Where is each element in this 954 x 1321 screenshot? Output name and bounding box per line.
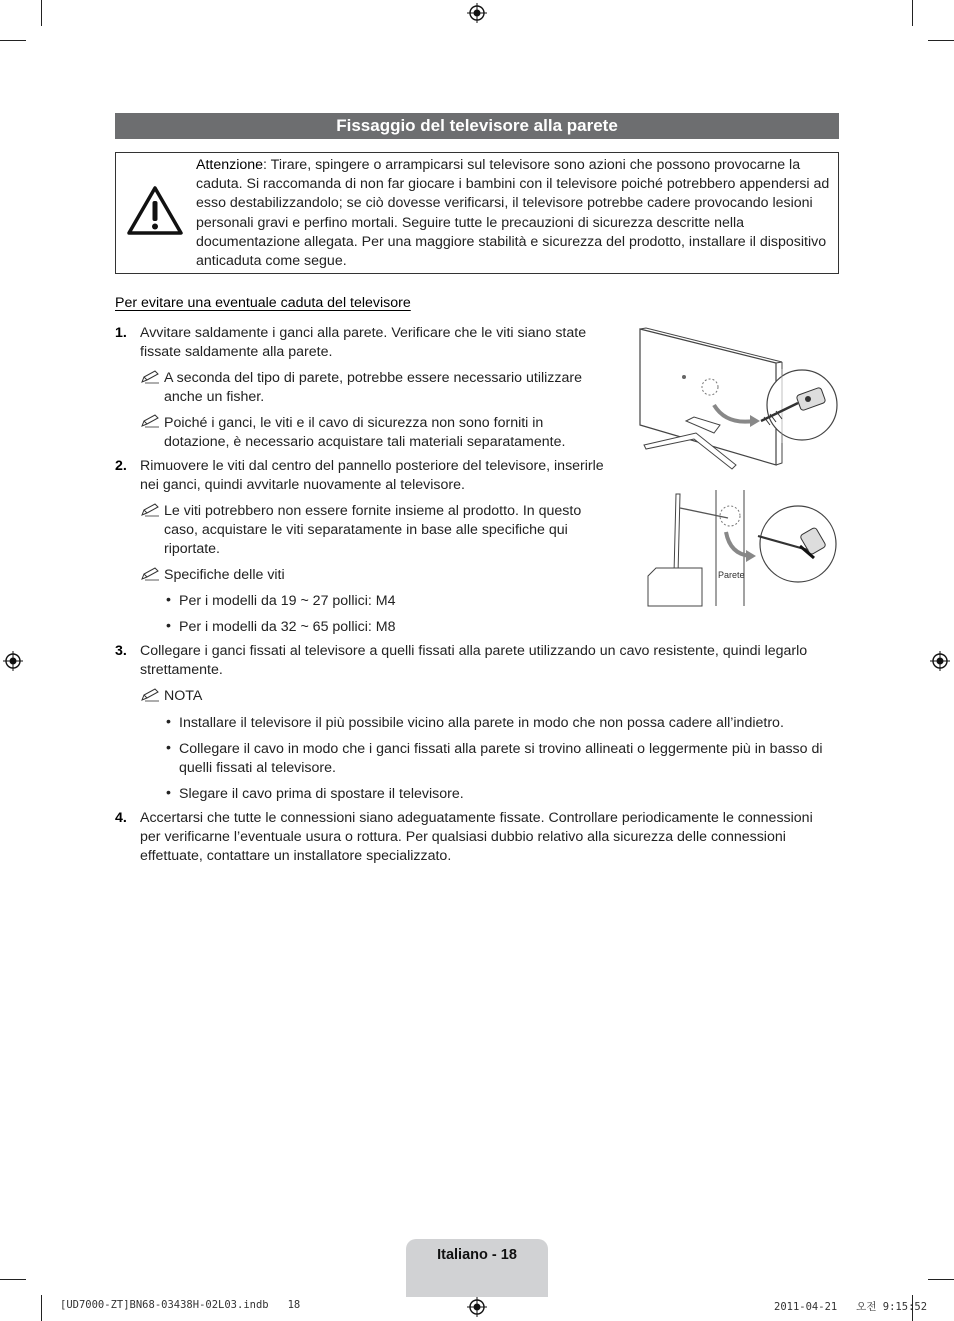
crop-mark: [928, 1279, 954, 1280]
step-text: Accertarsi che tutte le connessioni siano adeguatamente fissate. Controllare periodicamente le connessioni per verificarne l’eventuale usura o rottura. Per qualsiasi dubbio relativo alla sicurezza delle connessioni effettuate, contattare un installatore specializzato.: [140, 810, 813, 864]
step-number: 2.: [115, 458, 127, 474]
registration-mark-icon: [3, 651, 23, 671]
warning-body: : Tirare, spingere o arrampicarsi sul televisore sono azioni che possono provocarne la caduta. Si raccomanda di non far giocare i bambini con il televisore poiché potrebbero appendersi ad esso destabilizzandolo; se ciò dovesse verificarsi, il televisore potrebbe cadere provocando lesioni personali gravi e perfino mortali. Seguire tutte le precauzioni di sicurezza descritte nella documentazione allegata. Per una maggiore stabilità e sicurezza del prodotto, installare il dispositivo anticaduta come segue.: [196, 157, 830, 270]
section-title-text: Fissaggio del televisore alla parete: [336, 116, 618, 135]
crop-mark: [41, 1295, 42, 1321]
bullet-item: Per i modelli da 32 ~ 65 pollici: M8: [179, 619, 396, 635]
step-number: 3.: [115, 643, 127, 659]
step-note: Specifiche delle viti: [164, 567, 285, 583]
warning-triangle-icon: [126, 185, 184, 237]
registration-mark-icon: [467, 3, 487, 23]
step-text: Rimuovere le viti dal centro del pannello posteriore del televisore, inserirle nei ganci, quindi avvitarle nuovamente al televisore.: [140, 458, 604, 493]
crop-mark: [41, 0, 42, 26]
step-note: A seconda del tipo di parete, potrebbe essere necessario utilizzare anche un fisher.: [164, 370, 582, 405]
registration-mark-icon: [930, 651, 950, 671]
file-info: [UD7000-ZT]BN68-03438H-02L03.indb 18: [60, 1299, 301, 1311]
step-text: Avvitare saldamente i ganci alla parete. Verificare che le viti siano state fissate saldamente alla parete.: [140, 325, 587, 360]
note-pencil-icon: [140, 567, 160, 581]
warning-box: [115, 152, 839, 274]
step-text: Collegare i ganci fissati al televisore a quelli fissati alla parete utilizzando un cavo resistente, quindi legarlo strettamente.: [140, 643, 808, 678]
bullet-dot: •: [166, 714, 171, 730]
crop-mark: [912, 0, 913, 26]
bullet-item: Per i modelli da 19 ~ 27 pollici: M4: [179, 593, 396, 609]
bullet-dot: •: [166, 740, 171, 756]
warning-text: [196, 156, 832, 271]
warning-label: Attenzione: [196, 157, 264, 173]
page-number: Italiano - 18: [437, 1247, 517, 1263]
tv-rear-bracket-illustration: [636, 325, 840, 487]
note-pencil-icon: [140, 688, 160, 702]
tv-wall-side-illustration: [646, 488, 842, 608]
crop-mark: [0, 40, 26, 41]
crop-mark: [0, 1279, 26, 1280]
registration-mark-icon: [467, 1297, 487, 1317]
note-pencil-icon: [140, 414, 160, 428]
wall-label: Parete: [718, 570, 745, 580]
step-note: Le viti potrebbero non essere fornite insieme al prodotto. In questo caso, acquistare le viti separatamente in base alle specifiche qui riportate.: [164, 503, 582, 557]
bullet-dot: •: [166, 618, 171, 634]
step-note: NOTA: [164, 688, 203, 704]
bullet-item: Slegare il cavo prima di spostare il televisore.: [179, 786, 464, 802]
step-note: Poiché i ganci, le viti e il cavo di sicurezza non sono forniti in dotazione, è necessario acquistare tali materiali separatamente.: [164, 415, 566, 450]
note-pencil-icon: [140, 370, 160, 384]
page-number-tab: [406, 1239, 548, 1297]
step-number: 4.: [115, 810, 127, 826]
bullet-item: Collegare il cavo in modo che i ganci fissati alla parete si trovino allineati o leggermente più in basso di quelli fissati al televisore.: [179, 741, 823, 776]
section-title: [115, 113, 839, 139]
bullet-item: Installare il televisore il più possibile vicino alla parete in modo che non possa cadere all’indietro.: [179, 715, 784, 731]
print-timestamp: 2011-04-21 오전 9:15:52: [774, 1301, 928, 1313]
note-pencil-icon: [140, 503, 160, 517]
subheading: Per evitare una eventuale caduta del televisore: [115, 295, 411, 311]
step-number: 1.: [115, 325, 127, 341]
crop-mark: [928, 40, 954, 41]
bullet-dot: •: [166, 785, 171, 801]
bullet-dot: •: [166, 592, 171, 608]
